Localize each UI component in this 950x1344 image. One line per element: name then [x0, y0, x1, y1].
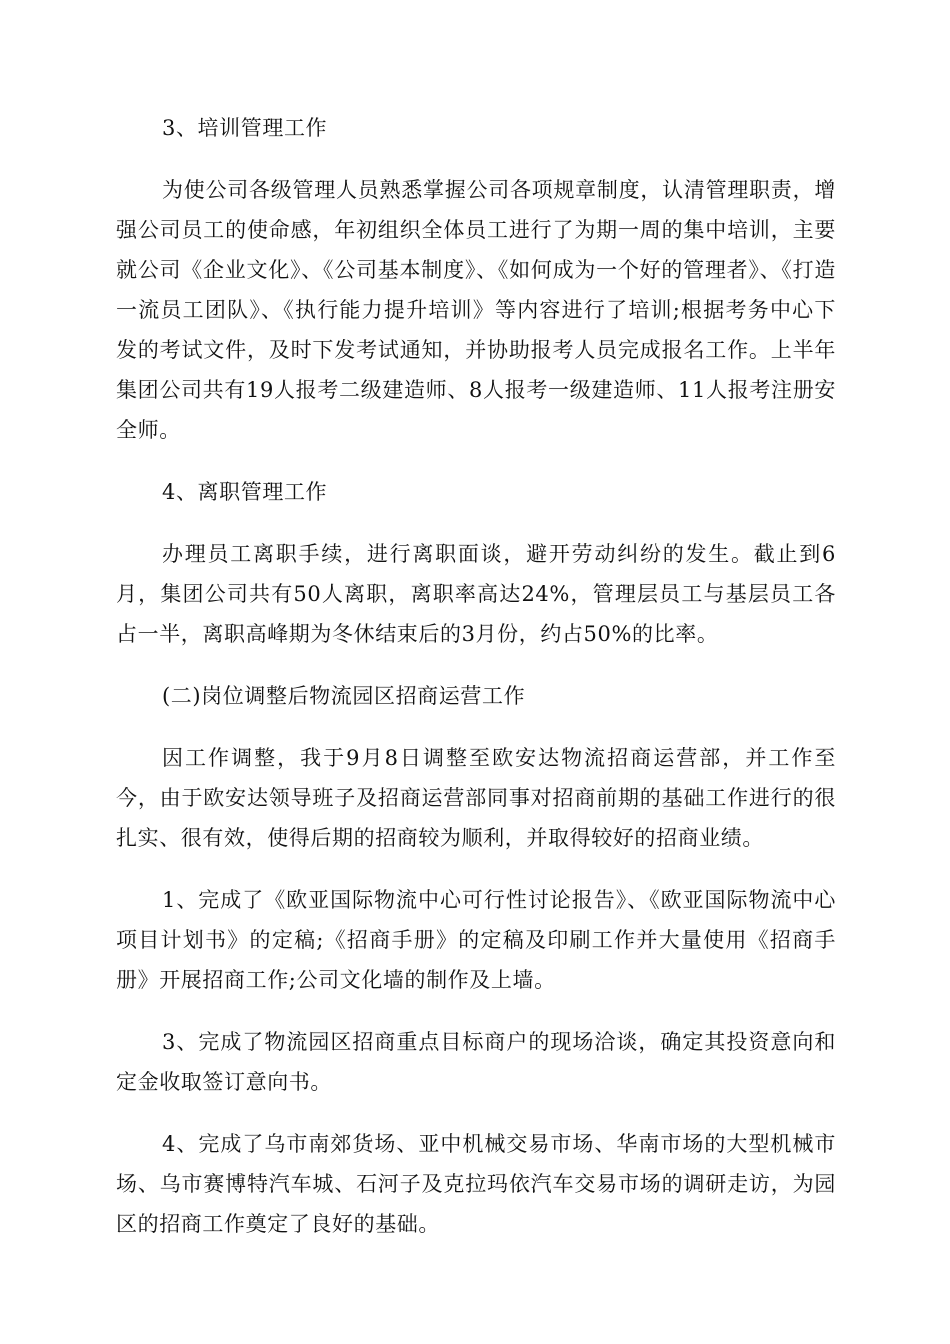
paragraph-item-4: 4、完成了乌市南郊货场、亚中机械交易市场、华南市场的大型机械市场、乌市赛博特汽车城、石河子及克拉玛依汽车交易市场的调研走访，为园区的招商工作奠定了良好的基础。: [116, 1132, 836, 1236]
section-heading-logistics: (二)岗位调整后物流园区招商运营工作: [162, 684, 526, 708]
paragraph-training: 为使公司各级管理人员熟悉掌握公司各项规章制度，认清管理职责，增强公司员工的使命感，年初组织全体员工进行了为期一周的集中培训，主要就公司《企业文化》、《公司基本制度》、《如何成为一个好的管理者》、《打造一流员工团队》、《执行能力提升培训》等内容进行了培训;根据考务中心下发的考试文件，及时下发考试通知，并协助报考人员完成报名工作。上半年集团公司共有19人报考二级建造师、8人报考一级建造师、11人报考注册安全师。: [116, 178, 836, 442]
section-heading-training: 3、培训管理工作: [162, 116, 328, 140]
paragraph-resignation: 办理员工离职手续，进行离职面谈，避开劳动纠纷的发生。截止到6月，集团公司共有50人离职，离职率高达24%，管理层员工与基层员工各占一半，离职高峰期为冬休结束后的3月份，约占50%的比率。: [116, 542, 836, 646]
section-heading-resignation: 4、离职管理工作: [162, 480, 328, 504]
document-body: [116, 108, 836, 1266]
paragraph-item-1: 1、完成了《欧亚国际物流中心可行性讨论报告》、《欧亚国际物流中心项目计划书》的定稿;《招商手册》的定稿及印刷工作并大量使用《招商手册》开展招商工作;公司文化墙的制作及上墙。: [116, 888, 836, 992]
paragraph-logistics-intro: 因工作调整，我于9月8日调整至欧安达物流招商运营部，并工作至今，由于欧安达领导班子及招商运营部同事对招商前期的基础工作进行的很扎实、很有效，使得后期的招商较为顺利，并取得较好的招商业绩。: [116, 746, 836, 850]
paragraph-item-3: 3、完成了物流园区招商重点目标商户的现场洽谈，确定其投资意向和定金收取签订意向书。: [116, 1030, 836, 1094]
